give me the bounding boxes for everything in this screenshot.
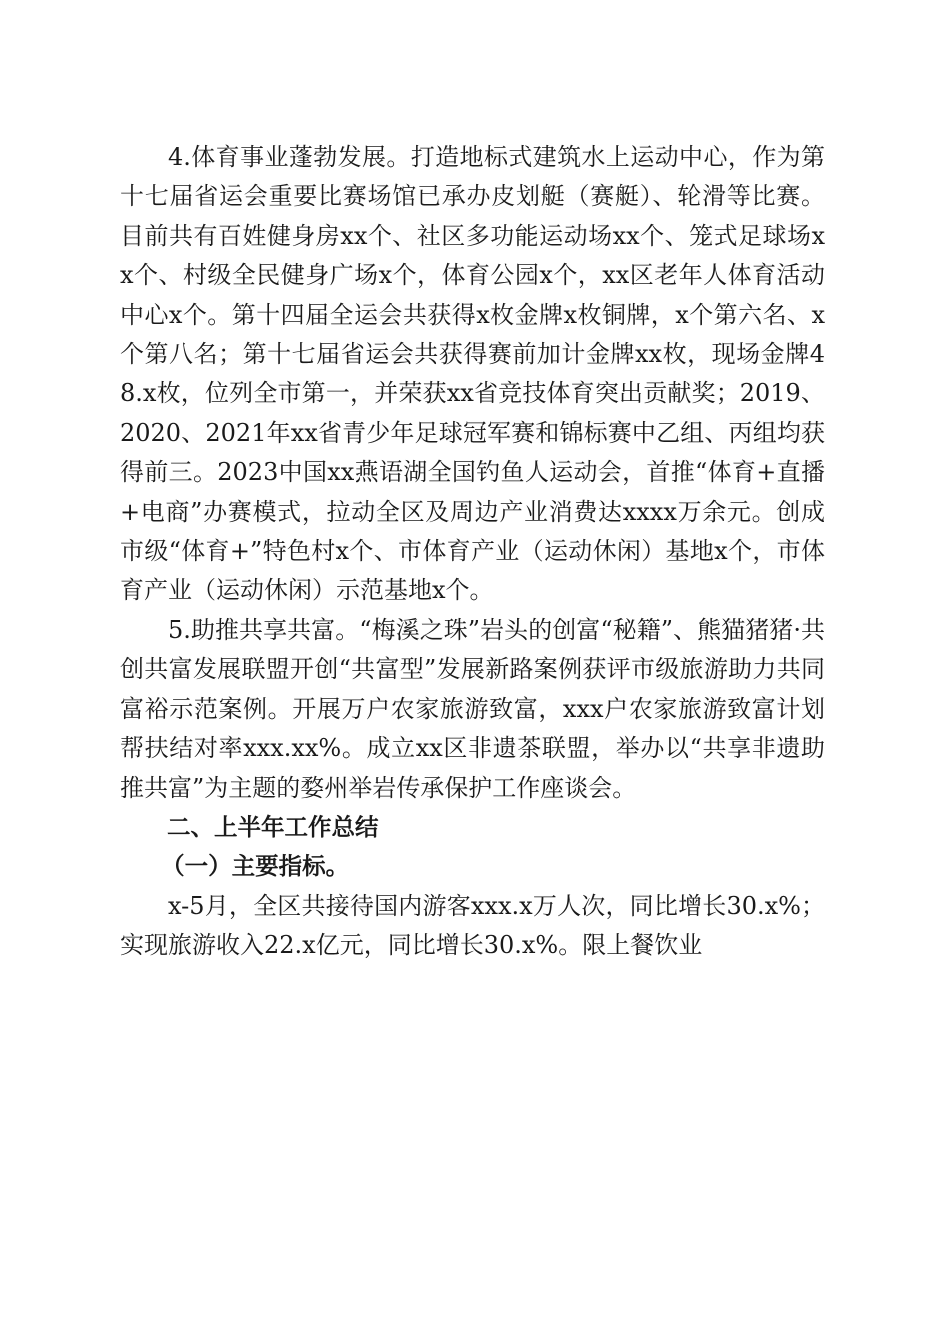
section-heading: 二、上半年工作总结 (167, 812, 379, 841)
subsection-heading: （一）主要指标。 (161, 852, 350, 881)
paragraph-main-indicators: x-5月，全区共接待国内游客xxx.x万人次，同比增长30.x%；实现旅游收入22.x亿元，同比增长30.x%。限上餐饮业 (120, 891, 825, 960)
document-body (120, 138, 825, 966)
paragraph-sports-development: 4.体育事业蓬勃发展。打造地标式建筑水上运动中心，作为第十七届省运会重要比赛场馆已承办皮划艇（赛艇）、轮滑等比赛。目前共有百姓健身房xx个、社区多功能运动场xx个、笼式足球场xx个、村级全民健身广场x个，体育公园x个，xx区老年人体育活动中心x个。第十四届全运会共获得x枚金牌x枚铜牌，x个第六名、x个第八名；第十七届省运会共获得赛前加计金牌xx枚，现场金牌48.x枚，位列全市第一，并荣获xx省竞技体育突出贡献奖；2019、2020、2021年xx省青少年足球冠军赛和锦标赛中乙组、丙组均获得前三。2023中国xx燕语湖全国钓鱼人运动会，首推“体育+直播+电商”办赛模式，拉动全区及周边产业消费达xxxx万余元。创成市级“体育+”特色村x个、市体育产业（运动休闲）基地x个，市体育产业（运动休闲）示范基地x个。 (120, 143, 825, 605)
paragraph-shared-prosperity: 5.助推共享共富。“梅溪之珠”岩头的创富“秘籍”、熊猫猪猪·共创共富发展联盟开创“共富型”发展新路案例获评市级旅游助力共同富裕示范案例。开展万户农家旅游致富，xxx户农家旅游致富计划帮扶结对率xxx.xx%。成立xx区非遗茶联盟，举办以“共享非遗助推共富”为主题的婺州举岩传承保护工作座谈会。 (120, 615, 825, 802)
